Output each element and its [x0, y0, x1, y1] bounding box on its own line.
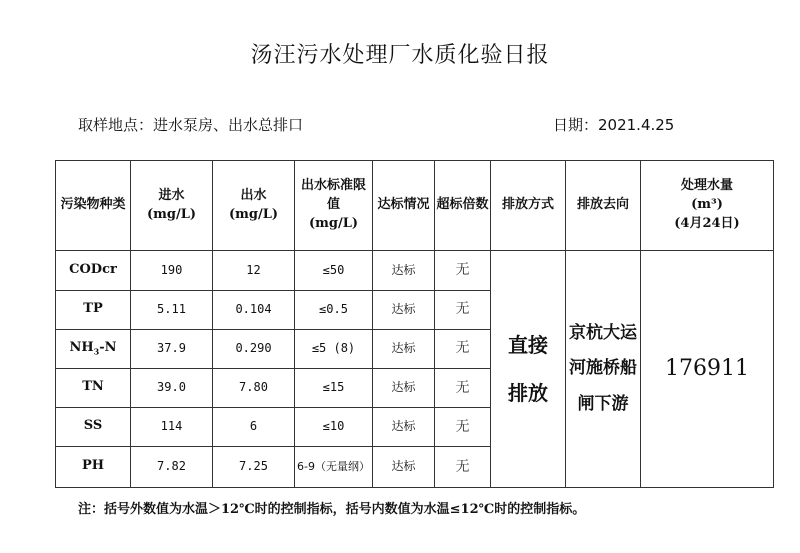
exceed-value: 无	[435, 368, 491, 407]
outflow-value: 0.104	[213, 290, 295, 329]
footnote: 注：括号外数值为水温＞12℃时的控制指标，括号内数值为水温≤12℃时的控制指标。	[78, 502, 586, 517]
header-inflow	[131, 161, 213, 251]
status-value: 达标	[373, 251, 435, 290]
pollutant-name: SS	[56, 407, 131, 446]
inflow-value: 37.9	[131, 329, 213, 368]
report-date: 日期：2021.4.25	[553, 116, 675, 134]
inflow-value: 39.0	[131, 368, 213, 407]
standard-value: ≤50	[295, 251, 373, 290]
table-row	[56, 251, 774, 290]
exceed-value: 无	[435, 329, 491, 368]
header-outflow	[213, 161, 295, 251]
header-exceed: 超标倍数	[435, 161, 491, 251]
discharge-dest-cell	[566, 251, 641, 488]
header-flow-unit: (m³)	[691, 197, 723, 213]
header-flow-date: (4月24日)	[674, 216, 740, 232]
header-status: 达标情况	[373, 161, 435, 251]
standard-value: ≤10	[295, 407, 373, 446]
header-pollutant: 污染物种类	[56, 161, 131, 251]
pollutant-name: TP	[56, 290, 131, 329]
header-flow	[641, 161, 774, 251]
water-quality-table	[55, 160, 774, 488]
pollutant-name: PH	[56, 446, 131, 487]
header-inflow-label: 进水	[158, 187, 185, 203]
standard-value: ≤5 (8)	[295, 329, 373, 368]
pollutant-name-tail: -N	[99, 340, 117, 356]
outflow-value: 7.25	[213, 446, 295, 487]
report-title: 汤汪污水处理厂水质化验日报	[250, 43, 550, 68]
pollutant-name	[56, 329, 131, 368]
exceed-value: 无	[435, 290, 491, 329]
status-value: 达标	[373, 407, 435, 446]
discharge-method-text: 直接排放	[508, 333, 548, 406]
header-flow-title: 处理水量	[680, 178, 733, 194]
outflow-value: 12	[213, 251, 295, 290]
header-discharge-method: 排放方式	[491, 161, 566, 251]
status-value: 达标	[373, 446, 435, 487]
discharge-dest-text: 京杭大运河施桥船闸下游	[569, 322, 637, 415]
outflow-value: 6	[213, 407, 295, 446]
discharge-method-cell	[491, 251, 566, 488]
pollutant-name: TN	[56, 368, 131, 407]
status-value: 达标	[373, 290, 435, 329]
exceed-value: 无	[435, 407, 491, 446]
standard-value: ≤15	[295, 368, 373, 407]
header-row	[56, 161, 774, 251]
header-standard-unit: (mg/L)	[308, 216, 359, 232]
pollutant-name-subscript: 3	[93, 346, 100, 357]
inflow-value: 7.82	[131, 446, 213, 487]
outflow-value: 0.290	[213, 329, 295, 368]
header-standard-label: 出水标准限值	[300, 178, 366, 213]
inflow-value: 190	[131, 251, 213, 290]
exceed-value: 无	[435, 251, 491, 290]
header-standard	[295, 161, 373, 251]
header-inflow-unit: (mg/L)	[146, 206, 197, 222]
header-outflow-unit: (mg/L)	[228, 206, 279, 222]
pollutant-name-main: NH	[69, 340, 94, 356]
outflow-value: 7.80	[213, 368, 295, 407]
standard-value: ≤0.5	[295, 290, 373, 329]
inflow-value: 5.11	[131, 290, 213, 329]
sampling-location: 取样地点：进水泵房、出水总排口	[78, 116, 304, 134]
status-value: 达标	[373, 329, 435, 368]
inflow-value: 114	[131, 407, 213, 446]
exceed-value: 无	[435, 446, 491, 487]
pollutant-name: CODcr	[56, 251, 131, 290]
header-outflow-label: 出水	[240, 187, 267, 203]
header-discharge-dest: 排放去向	[566, 161, 641, 251]
flow-value: 176911	[641, 251, 774, 488]
standard-value: 6-9（无量纲）	[295, 446, 373, 487]
status-value: 达标	[373, 368, 435, 407]
